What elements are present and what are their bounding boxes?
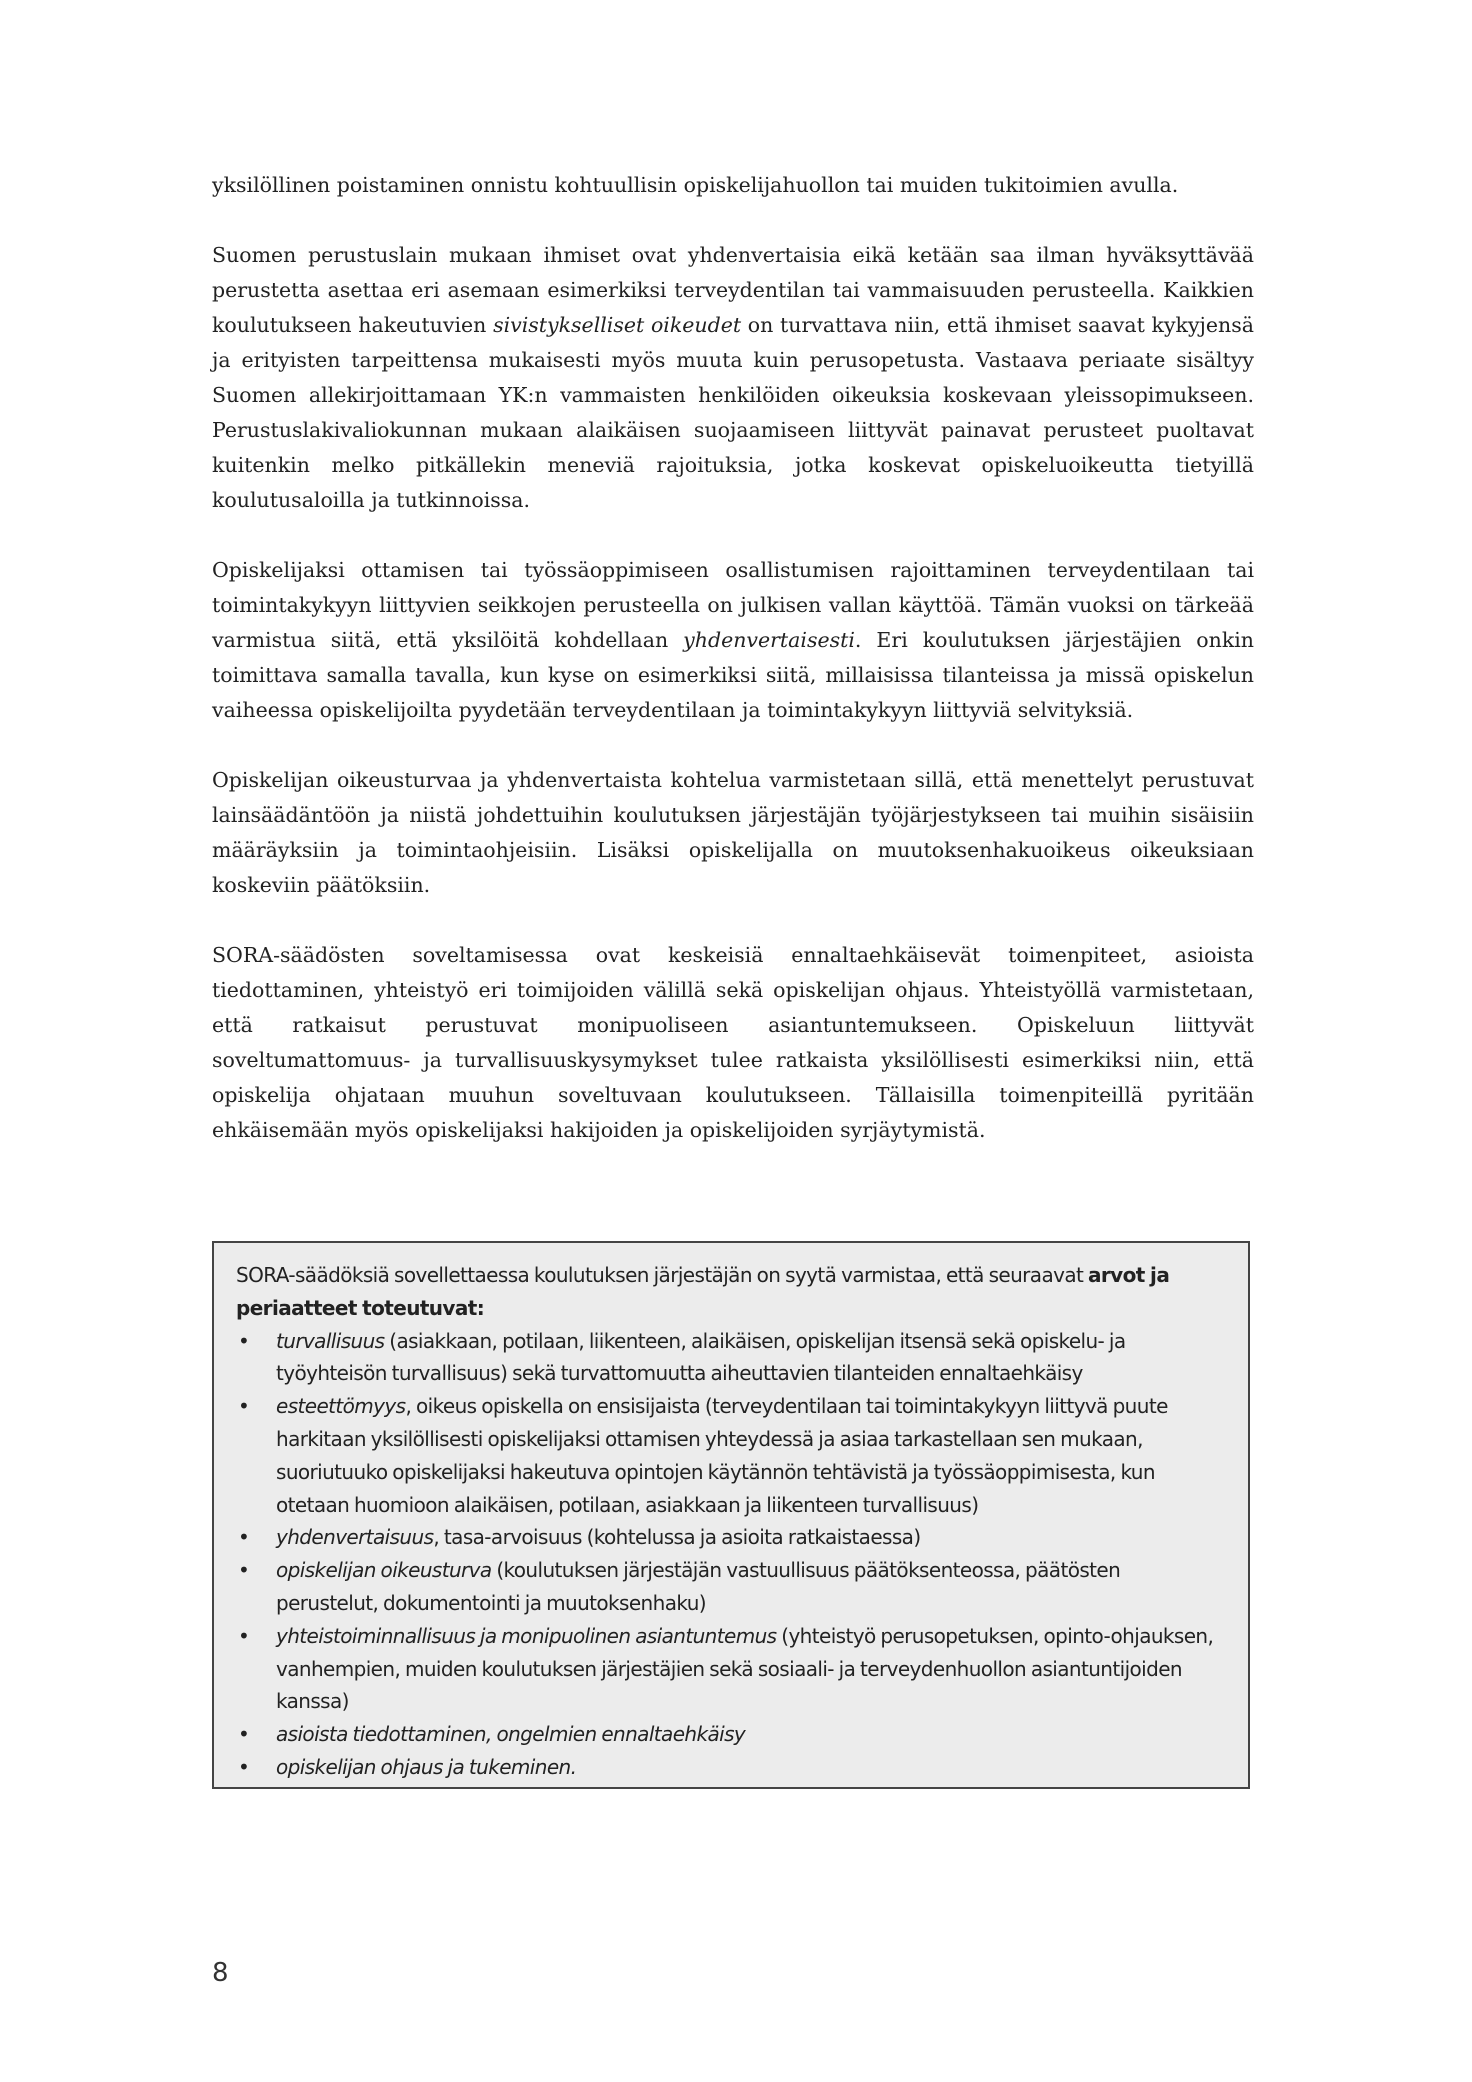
principle-term: asioista tiedottaminen, ongelmien ennaltaehkäisy	[276, 1722, 746, 1747]
principles-list	[236, 1325, 1222, 1784]
principle-term: opiskelijan ohjaus ja tukeminen.	[276, 1754, 577, 1779]
principle-term: opiskelijan oikeusturva	[276, 1558, 492, 1583]
list-item	[236, 1521, 1222, 1554]
bullet-icon: •	[238, 1328, 250, 1353]
infobox-intro	[236, 1259, 1222, 1325]
text-segment: Opiskelijaksi ottamisen tai työssäoppimiseen osallistumisen rajoittaminen terveydentilaan tai toimintakykyyn liittyvien seikkojen perusteella on julkisen vallan käyttöä. Tämän vuoksi on tärkeää varmistua siitä, että yksilöitä kohdellaan	[212, 558, 1254, 652]
page-number: 8	[212, 1958, 229, 1988]
text-segment: on turvattava niin, että ihmiset saavat kykyjensä ja erityisten tarpeittensa mukaisesti myös muuta kuin perusopetusta. Vastaava periaate sisältyy Suomen allekirjoittamaan YK:n vammaisten henkilöiden oikeuksia koskevaan yleissopimukseen. Perustuslakivaliokunnan mukaan alaikäisen suojaamiseen liittyvät painavat perusteet puoltavat kuitenkin melko pitkällekin meneviä rajoituksia, jotka koskevat opiskeluoikeutta tietyillä koulutusaloilla ja tutkinnoissa.	[212, 313, 1254, 512]
principle-description: (koulutuksen järjestäjän vastuullisuus päätöksenteossa, päätösten perustelut, dokumentointi ja muutoksenhaku)	[276, 1558, 1121, 1615]
list-item	[236, 1751, 1222, 1784]
bullet-icon: •	[238, 1722, 250, 1747]
text-segment: SORA-säädösten soveltamisessa ovat keskeisiä ennaltaehkäisevät toimenpiteet, asioista tiedottaminen, yhteistyö eri toimijoiden välillä sekä opiskelijan ohjaus. Yhteistyöllä varmistetaan, että ratkaisut perustuvat monipuoliseen asiantuntemukseen. Opiskeluun liittyvät soveltumattomuus- ja turvallisuuskysymykset tulee ratkaista yksilöllisesti esimerkiksi niin, että opiskelija ohjataan muuhun soveltuvaan koulutukseen. Tällaisilla toimenpiteillä pyritään ehkäisemään myös opiskelijaksi hakijoiden ja opiskelijoiden syrjäytymistä.	[212, 943, 1254, 1142]
text-segment: yksilöllinen poistaminen onnistu kohtuullisin opiskelijahuollon tai muiden tukitoimien avulla.	[212, 173, 1179, 197]
italic-term: sivistykselliset oikeudet	[493, 313, 742, 337]
principle-description: (yhteistyö perusopetuksen, opinto-ohjauksen, vanhempien, muiden koulutuksen järjestäjien sekä sosiaali- ja terveydenhuollon asiantuntijoiden kanssa)	[276, 1623, 1214, 1714]
principle-term: yhteistoiminnallisuus ja monipuolinen asiantuntemus	[276, 1623, 777, 1648]
principle-term: turvallisuus	[276, 1328, 385, 1353]
principle-description: (asiakkaan, potilaan, liikenteen, alaikäisen, opiskelijan itsensä sekä opiskelu- ja työyhteisön turvallisuus) sekä turvattomuutta aiheuttavien tilanteiden ennaltaehkäisy	[276, 1328, 1126, 1386]
bullet-icon: •	[238, 1558, 250, 1583]
principle-term: esteettömyys	[276, 1394, 406, 1419]
principle-term: yhdenvertaisuus	[276, 1525, 434, 1550]
list-item	[236, 1554, 1222, 1620]
bullet-icon: •	[238, 1754, 250, 1779]
bullet-icon: •	[238, 1525, 250, 1550]
list-item	[236, 1718, 1222, 1751]
bullet-icon: •	[238, 1623, 250, 1648]
principles-infobox	[212, 1241, 1250, 1789]
paragraph	[212, 763, 1254, 903]
list-item	[236, 1620, 1222, 1718]
text-segment: Opiskelijan oikeusturvaa ja yhdenvertaista kohtelua varmistetaan sillä, että menettelyt perustuvat lainsäädäntöön ja niistä johdettuihin koulutuksen järjestäjän työjärjestykseen tai muihin sisäisiin määräyksiin ja toimintaohjeisiin. Lisäksi opiskelijalla on muutoksenhakuoikeus oikeuksiaan koskeviin päätöksiin.	[212, 768, 1254, 897]
principle-description: , tasa-arvoisuus (kohtelussa ja asioita ratkaistaessa)	[433, 1525, 921, 1550]
infobox-intro-text: SORA-säädöksiä sovellettaessa koulutuksen järjestäjän on syytä varmistaa, että seuraavat	[236, 1263, 1088, 1287]
list-item	[236, 1325, 1222, 1391]
text-segment: Suomen perustuslain mukaan ihmiset ovat yhdenvertaisia eikä ketään saa ilman hyväksyttävää perustetta asettaa eri asemaan esimerkiksi terveydentilan tai vammaisuuden perusteella. Kaikkien koulutukseen hakeutuvien	[212, 243, 1254, 337]
paragraph	[212, 553, 1254, 728]
bullet-icon: •	[238, 1394, 250, 1419]
paragraph	[212, 168, 1254, 203]
principle-description: , oikeus opiskella on ensisijaista (terveydentilaan tai toimintakykyyn liittyvä puute harkitaan yksilöllisesti opiskelijaksi ottamisen yhteydessä ja asiaa tarkastellaan sen mukaan, suoriutuuko opiskelijaksi hakeutuva opintojen käytännön tehtävistä ja työssäoppimisesta, kun otetaan huomioon alaikäisen, potilaan, asiakkaan ja liikenteen turvallisuus)	[276, 1394, 1168, 1517]
paragraph	[212, 938, 1254, 1148]
list-item	[236, 1390, 1222, 1521]
italic-term: yhdenvertaisesti	[683, 628, 855, 652]
infobox-intro-bold: arvot ja periaatteet toteutuvat:	[236, 1263, 1170, 1320]
body-text	[212, 168, 1254, 1183]
paragraph	[212, 238, 1254, 518]
text-segment: . Eri koulutuksen järjestäjien onkin toimittava samalla tavalla, kun kyse on esimerkiksi siitä, millaisissa tilanteissa ja missä opiskelun vaiheessa opiskelijoilta pyydetään terveydentilaan ja toimintakykyyn liittyviä selvityksiä.	[212, 628, 1254, 722]
